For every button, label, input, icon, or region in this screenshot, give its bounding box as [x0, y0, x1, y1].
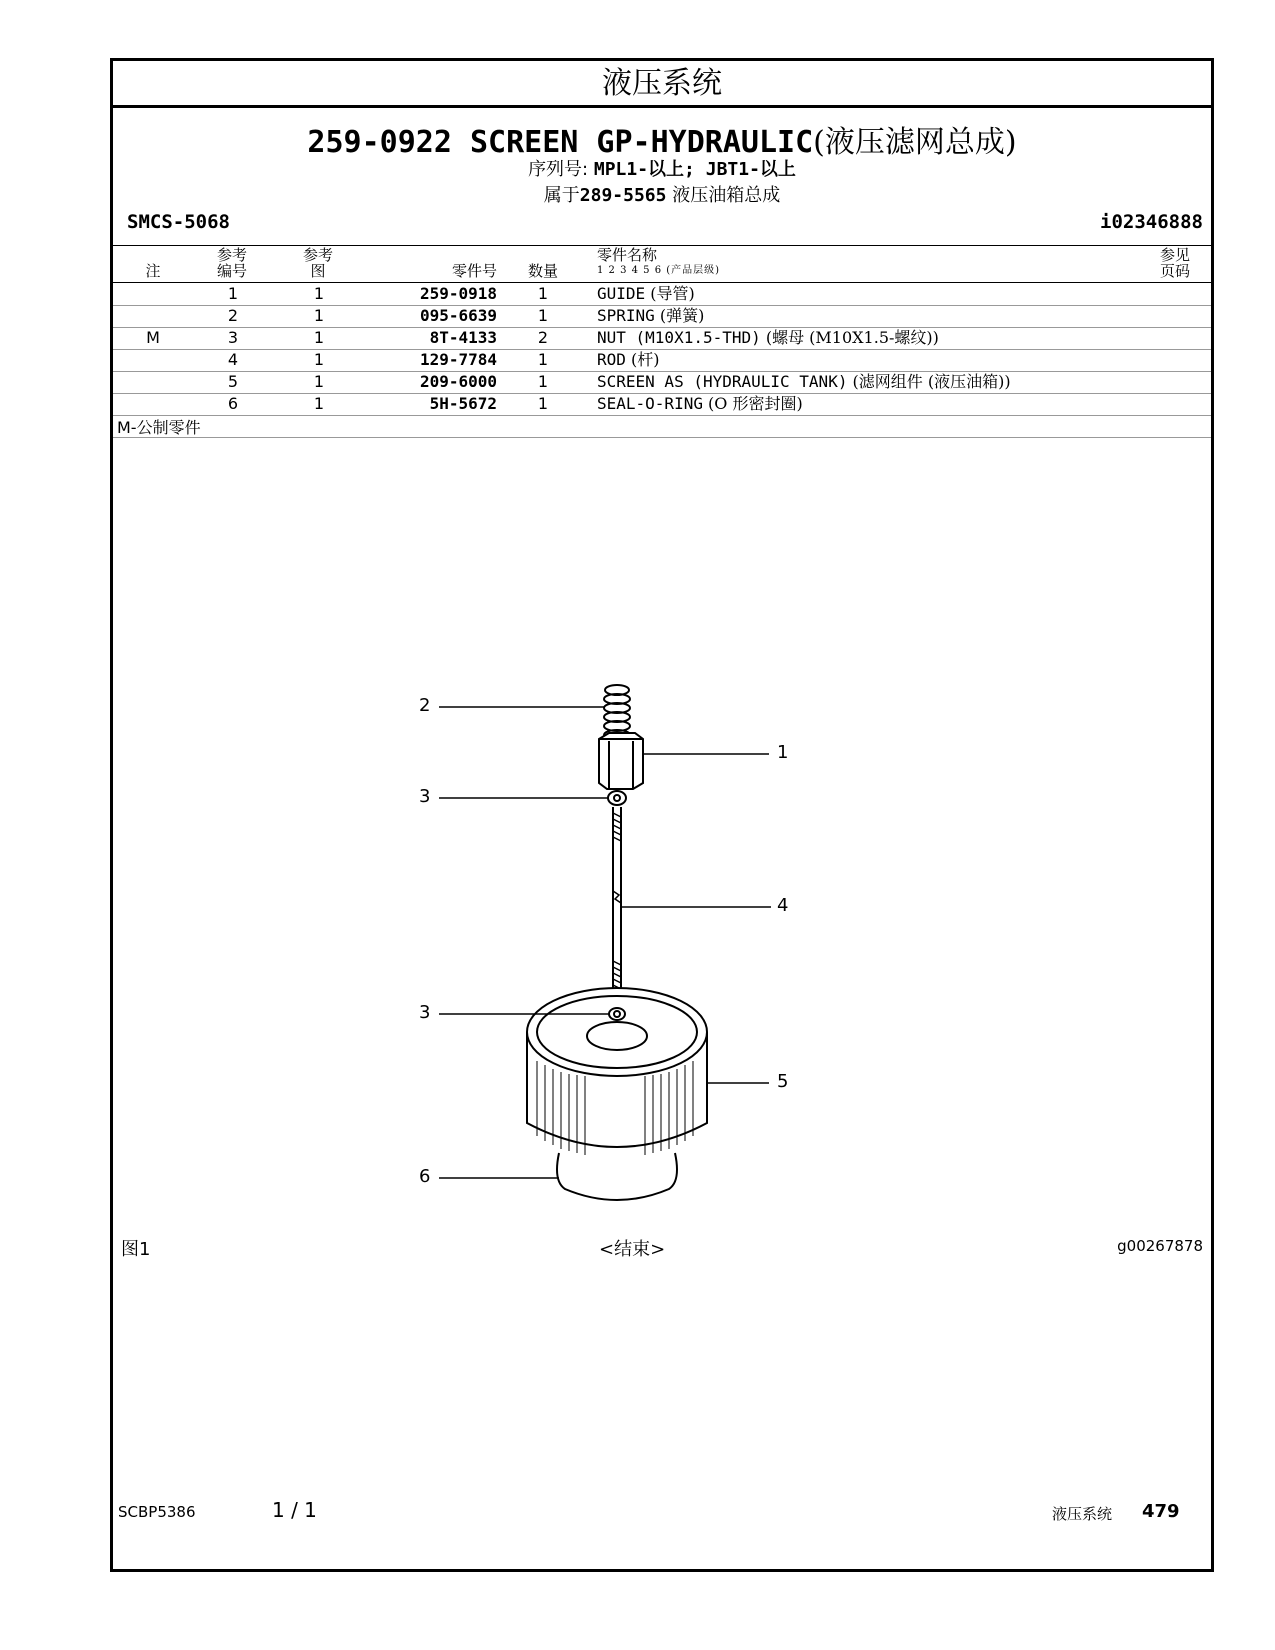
header-ref-no-line1: 参考 [216, 246, 247, 264]
cell-ref: 3 [227, 328, 239, 347]
cell-ref: 4 [227, 350, 239, 369]
spring-part [604, 685, 630, 740]
cell-qty: 1 [537, 306, 549, 325]
cell-part-number: 209-6000 [419, 372, 497, 391]
callout-3-top: 3 [419, 786, 431, 807]
header-see-page-line1: 参见 [1159, 246, 1190, 264]
figure-label: 图1 [121, 1239, 151, 1260]
part-name-en: SPRING [597, 306, 655, 325]
cell-fig: 1 [313, 328, 325, 347]
cell-ref: 5 [227, 372, 239, 391]
header-levels: 1 2 3 4 5 6 (产品层级) [597, 265, 721, 276]
header-ref-fig-line1: 参考 [302, 246, 333, 264]
cell-qty: 1 [537, 350, 549, 369]
guide-part [599, 733, 643, 789]
end-label: <结束> [599, 1239, 666, 1260]
cell-part-number: 129-7784 [419, 350, 497, 369]
header-note: 注 [145, 262, 161, 280]
callout-4: 4 [777, 895, 789, 916]
callout-1: 1 [777, 742, 789, 763]
cell-qty: 1 [537, 394, 549, 413]
exploded-view-drawing [113, 61, 1211, 1569]
footer-doc-id: SCBP5386 [118, 1503, 196, 1521]
nut-top-part [608, 791, 626, 805]
section-title: 液压系统 [113, 61, 1211, 108]
part-name-en: GUIDE [597, 284, 646, 303]
rod-part [613, 807, 621, 1001]
footer-page-of: 1 / 1 [272, 1498, 317, 1522]
cell-qty: 2 [537, 328, 549, 347]
cell-fig: 1 [313, 284, 325, 303]
cell-fig: 1 [313, 350, 325, 369]
part-name-cn: (滤网组件 (液压油箱)) [847, 372, 1011, 391]
part-name-cn: (螺母 (M10X1.5-螺纹)) [760, 328, 939, 347]
cell-part-number: 259-0918 [419, 284, 497, 303]
metric-footnote: M-公制零件 [117, 418, 201, 437]
footer-section: 液压系统 [1052, 1505, 1113, 1523]
cell-ref: 6 [227, 394, 239, 413]
cell-part-number: 5H-5672 [429, 394, 497, 413]
header-part-name-label: 零件名称 [597, 246, 658, 264]
serial-values: MPL1-以上; JBT1-以上 [593, 159, 796, 180]
illustration-id: i02346888 [1100, 211, 1203, 233]
cell-note: M [146, 328, 160, 347]
part-name-cn: (导管) [645, 284, 695, 303]
cell-qty: 1 [537, 284, 549, 303]
serial-label: 序列号: [528, 159, 589, 180]
part-name-en: SCREEN AS (HYDRAULIC TANK) [597, 372, 848, 391]
page-frame [110, 58, 1214, 1572]
cell-fig: 1 [313, 372, 325, 391]
title-main: 259-0922 SCREEN GP-HYDRAULIC [307, 125, 814, 160]
header-ref-fig-line2: 图 [310, 262, 326, 280]
part-name-cn: (杆) [625, 350, 660, 369]
cell-ref: 1 [227, 284, 239, 303]
cell-ref: 2 [227, 306, 239, 325]
title-cn: (液压滤网总成) [813, 125, 1017, 160]
callout-5: 5 [777, 1071, 789, 1092]
part-name-cn: (弹簧) [654, 306, 705, 325]
cell-part-number: 095-6639 [419, 306, 497, 325]
cell-fig: 1 [313, 394, 325, 413]
cell-qty: 1 [537, 372, 549, 391]
part-name-en: SEAL-O-RING [597, 394, 703, 413]
header-part-no: 零件号 [451, 262, 497, 280]
smcs-code: SMCS-5068 [127, 211, 230, 233]
callout-2: 2 [419, 695, 431, 716]
part-name-cn: (O 形密封圈) [702, 394, 803, 413]
seal-o-ring-part [557, 1153, 677, 1200]
part-name-en: NUT (M10X1.5-THD) [597, 328, 761, 347]
screen-part [527, 988, 707, 1155]
header-ref-no-line2: 编号 [216, 262, 247, 280]
graphic-id: g00267878 [1117, 1237, 1203, 1255]
cell-part-number: 8T-4133 [429, 328, 497, 347]
header-qty: 数量 [527, 262, 558, 280]
belongs-part-number: 289-5565 [579, 185, 667, 206]
callout-6: 6 [419, 1166, 431, 1187]
belongs-prefix: 属于 [543, 185, 580, 206]
callout-3-bottom: 3 [419, 1002, 431, 1023]
part-name-en: ROD [597, 350, 626, 369]
cell-fig: 1 [313, 306, 325, 325]
footer-page-number: 479 [1142, 1501, 1180, 1522]
belongs-name: 液压油箱总成 [672, 185, 781, 206]
header-see-page-line2: 页码 [1159, 262, 1190, 280]
